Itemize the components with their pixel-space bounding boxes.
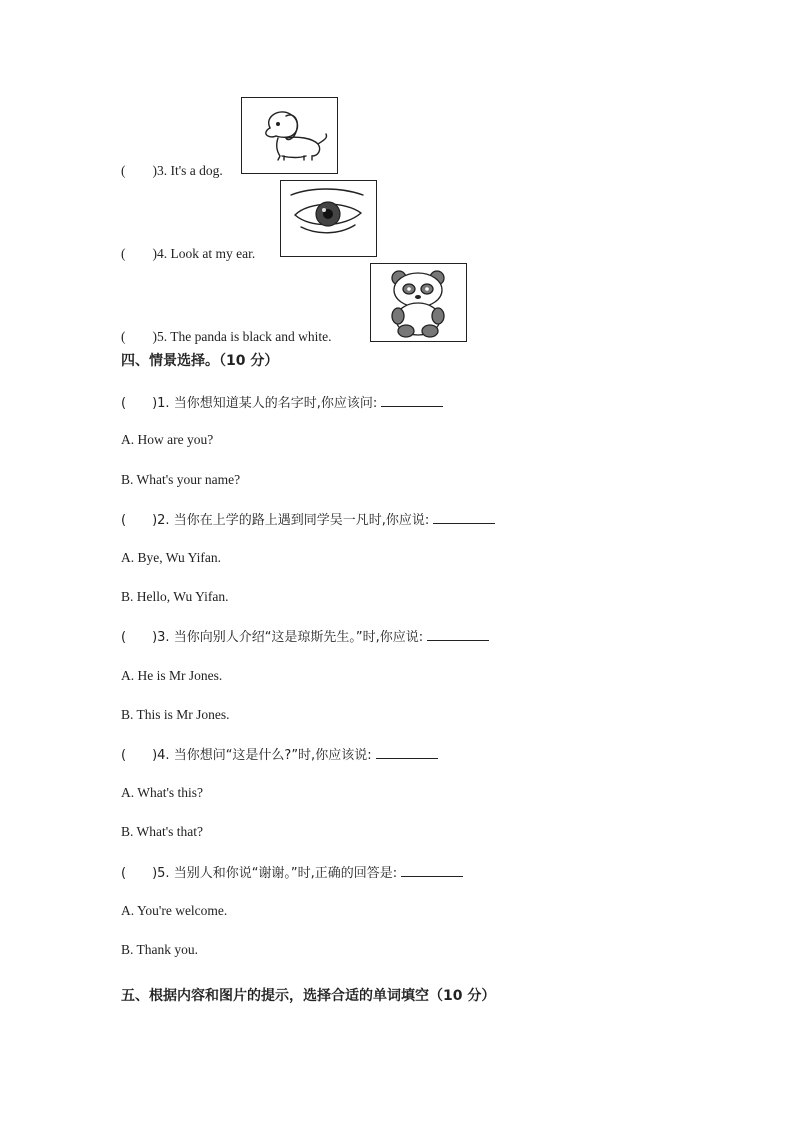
option-b: B. What's that?: [121, 824, 204, 839]
dog-icon: [242, 98, 337, 173]
answer-bracket[interactable]: ( ): [121, 163, 157, 178]
answer-bracket[interactable]: ( ): [121, 748, 158, 763]
option-a: A. How are you?: [121, 432, 214, 447]
matching-item-3: [121, 163, 223, 179]
question-2: [121, 511, 495, 529]
question-prompt: 5. 当别人和你说“谢谢。”时,正确的回答是:: [157, 866, 398, 881]
option-b: B. This is Mr Jones.: [121, 707, 230, 722]
option-a: A. You're welcome.: [121, 903, 228, 918]
answer-bracket[interactable]: ( ): [121, 866, 158, 881]
item-text: 3. It's a dog.: [157, 163, 223, 178]
question-prompt: 4. 当你想问“这是什么?”时,你应该说:: [157, 748, 372, 763]
answer-blank[interactable]: [433, 511, 495, 524]
answer-bracket[interactable]: ( ): [121, 329, 157, 344]
option-a: A. Bye, Wu Yifan.: [121, 550, 221, 565]
question-5: [121, 864, 463, 882]
matching-item-5: [121, 329, 331, 345]
question-3: [121, 628, 489, 646]
dog-picture: [241, 97, 338, 174]
question-prompt: 1. 当你想知道某人的名字时,你应该问:: [157, 396, 378, 411]
eye-icon: [281, 181, 376, 256]
option-b: B. What's your name?: [121, 472, 241, 487]
eye-picture: [280, 180, 377, 257]
panda-picture: [370, 263, 467, 342]
answer-blank[interactable]: [427, 628, 489, 641]
matching-item-4: [121, 246, 255, 262]
answer-blank[interactable]: [381, 394, 443, 407]
question-prompt: 2. 当你在上学的路上遇到同学吴一凡时,你应说:: [157, 513, 430, 528]
option-a: A. He is Mr Jones.: [121, 668, 223, 683]
question-prompt: 3. 当你向别人介绍“这是琼斯先生。”时,你应说:: [157, 630, 424, 645]
section-5-heading: 五、根据内容和图片的提示，选择合适的单词填空（10 分）: [121, 988, 496, 1004]
option-a: A. What's this?: [121, 785, 204, 800]
item-text: 5. The panda is black and white.: [157, 329, 332, 344]
option-b: B. Thank you.: [121, 942, 198, 957]
answer-bracket[interactable]: ( ): [121, 246, 157, 261]
answer-bracket[interactable]: ( ): [121, 513, 158, 528]
question-4: [121, 746, 438, 764]
question-1: [121, 394, 443, 412]
answer-blank[interactable]: [376, 746, 438, 759]
section-4-heading: 四、情景选择。（10 分）: [121, 353, 279, 369]
answer-bracket[interactable]: ( ): [121, 396, 158, 411]
item-text: 4. Look at my ear.: [157, 246, 256, 261]
panda-icon: [371, 264, 466, 341]
answer-blank[interactable]: [401, 864, 463, 877]
option-b: B. Hello, Wu Yifan.: [121, 589, 229, 604]
answer-bracket[interactable]: ( ): [121, 630, 158, 645]
